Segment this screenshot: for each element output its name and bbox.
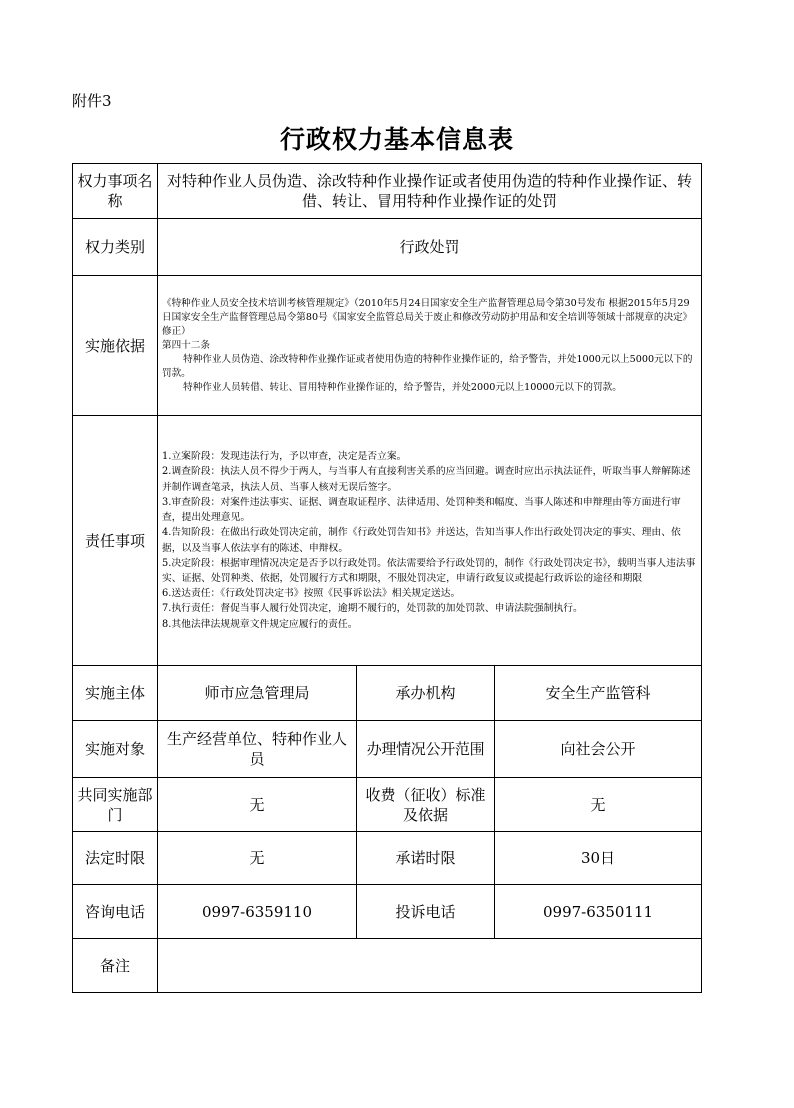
label-target: 实施对象 bbox=[73, 721, 158, 778]
duty-line: 6.送达责任：《行政处罚决定书》按照《民事诉讼法》相关规定送达。 bbox=[162, 588, 461, 600]
info-table bbox=[72, 163, 702, 993]
label-fee-standard: 收费（征收）标准及依据 bbox=[357, 778, 495, 832]
value-legal-time-limit: 无 bbox=[158, 832, 357, 885]
label-remark: 备注 bbox=[73, 939, 158, 993]
duty-line: 8.其他法律法规规章文件规定应履行的责任。 bbox=[162, 618, 358, 630]
label-complaint-phone: 投诉电话 bbox=[357, 885, 495, 939]
basis-line: 《特种作业人员安全技术培训考核管理规定》（2010年5月24日国家安全生产监督管理总局令第30号发布 根据2015年5月29日国家安全生产监督管理总局令第80号《国家安全监管总局关于废止和修改劳动防护用品和安全培训等领域十部规章的决定》修正） bbox=[162, 297, 693, 337]
attachment-label: 附件3 bbox=[72, 92, 112, 110]
label-category: 权力类别 bbox=[73, 219, 158, 276]
duty-line: 7.执行责任：督促当事人履行处罚决定，逾期不履行的，处罚款的加处罚款、申请法院强制执行。 bbox=[162, 603, 583, 615]
value-promised-time-limit: 30日 bbox=[495, 832, 702, 885]
value-target: 生产经营单位、特种作业人员 bbox=[158, 721, 357, 778]
value-remark bbox=[158, 939, 702, 993]
value-subject: 师市应急管理局 bbox=[158, 666, 357, 721]
label-subject: 实施主体 bbox=[73, 666, 158, 721]
label-duties: 责任事项 bbox=[73, 416, 158, 666]
label-name: 权力事项名称 bbox=[73, 164, 158, 219]
row-time bbox=[73, 832, 702, 885]
row-subject bbox=[73, 666, 702, 721]
value-consult-phone: 0997-6359110 bbox=[158, 885, 357, 939]
row-name bbox=[73, 164, 702, 219]
duty-line: 1.立案阶段：发现违法行为，予以审查，决定是否立案。 bbox=[162, 451, 407, 463]
value-fee-standard: 无 bbox=[495, 778, 702, 832]
label-disclosure-scope: 办理情况公开范围 bbox=[357, 721, 495, 778]
value-duties bbox=[158, 416, 702, 666]
basis-line: 第四十二条 bbox=[162, 339, 210, 351]
value-complaint-phone: 0997-6350111 bbox=[495, 885, 702, 939]
duty-line: 5.决定阶段：根据审理情况决定是否予以行政处罚。依法需要给予行政处罚的，制作《行政处罚决定书》，载明当事人违法事实、证据、处罚种类、依据，处罚履行方式和期限，不服处罚决定，申请行政复议或提起行政诉讼的途径和期限 bbox=[162, 557, 696, 584]
label-promised-time-limit: 承诺时限 bbox=[357, 832, 495, 885]
duty-line: 4.告知阶段：在做出行政处罚决定前，制作《行政处罚告知书》并送达，告知当事人作出行政处罚决定的事实、理由、依据，以及当事人依法享有的陈述、申辩权。 bbox=[162, 527, 681, 554]
value-name: 对特种作业人员伪造、涂改特种作业操作证或者使用伪造的特种作业操作证、转借、转让、冒用特种作业操作证的处罚 bbox=[158, 164, 702, 219]
row-remark bbox=[73, 939, 702, 993]
value-basis bbox=[158, 276, 702, 416]
label-joint-departments: 共同实施部门 bbox=[73, 778, 158, 832]
duty-line: 2.调查阶段：执法人员不得少于两人，与当事人有直接利害关系的应当回避。调查时应出示执法证件，听取当事人辩解陈述并制作调查笔录，执法人员、当事人核对无误后签字。 bbox=[162, 466, 691, 493]
duty-line: 3.审查阶段：对案件违法事实、证据、调查取证程序、法律适用、处罚种类和幅度、当事人陈述和申辩理由等方面进行审查，提出处理意见。 bbox=[162, 496, 681, 524]
label-basis: 实施依据 bbox=[73, 276, 158, 416]
row-joint bbox=[73, 778, 702, 832]
page-title: 行政权力基本信息表 bbox=[279, 125, 514, 154]
value-handling-office: 安全生产监管科 bbox=[495, 666, 702, 721]
row-basis bbox=[73, 276, 702, 416]
label-consult-phone: 咨询电话 bbox=[73, 885, 158, 939]
value-joint-departments: 无 bbox=[158, 778, 357, 832]
row-category bbox=[73, 219, 702, 276]
row-phone bbox=[73, 885, 702, 939]
basis-line: 特种作业人员转借、转让、冒用特种作业操作证的，给予警告，并处2000元以上10000元以下的罚款。 bbox=[183, 381, 622, 393]
basis-line: 特种作业人员伪造、涂改特种作业操作证或者使用伪造的特种作业操作证的，给予警告，并处1000元以上5000元以下的罚款。 bbox=[162, 353, 693, 379]
label-legal-time-limit: 法定时限 bbox=[73, 832, 158, 885]
value-disclosure-scope: 向社会公开 bbox=[495, 721, 702, 778]
label-handling-office: 承办机构 bbox=[357, 666, 495, 721]
value-category: 行政处罚 bbox=[158, 219, 702, 276]
row-target bbox=[73, 721, 702, 778]
row-duties bbox=[73, 416, 702, 666]
